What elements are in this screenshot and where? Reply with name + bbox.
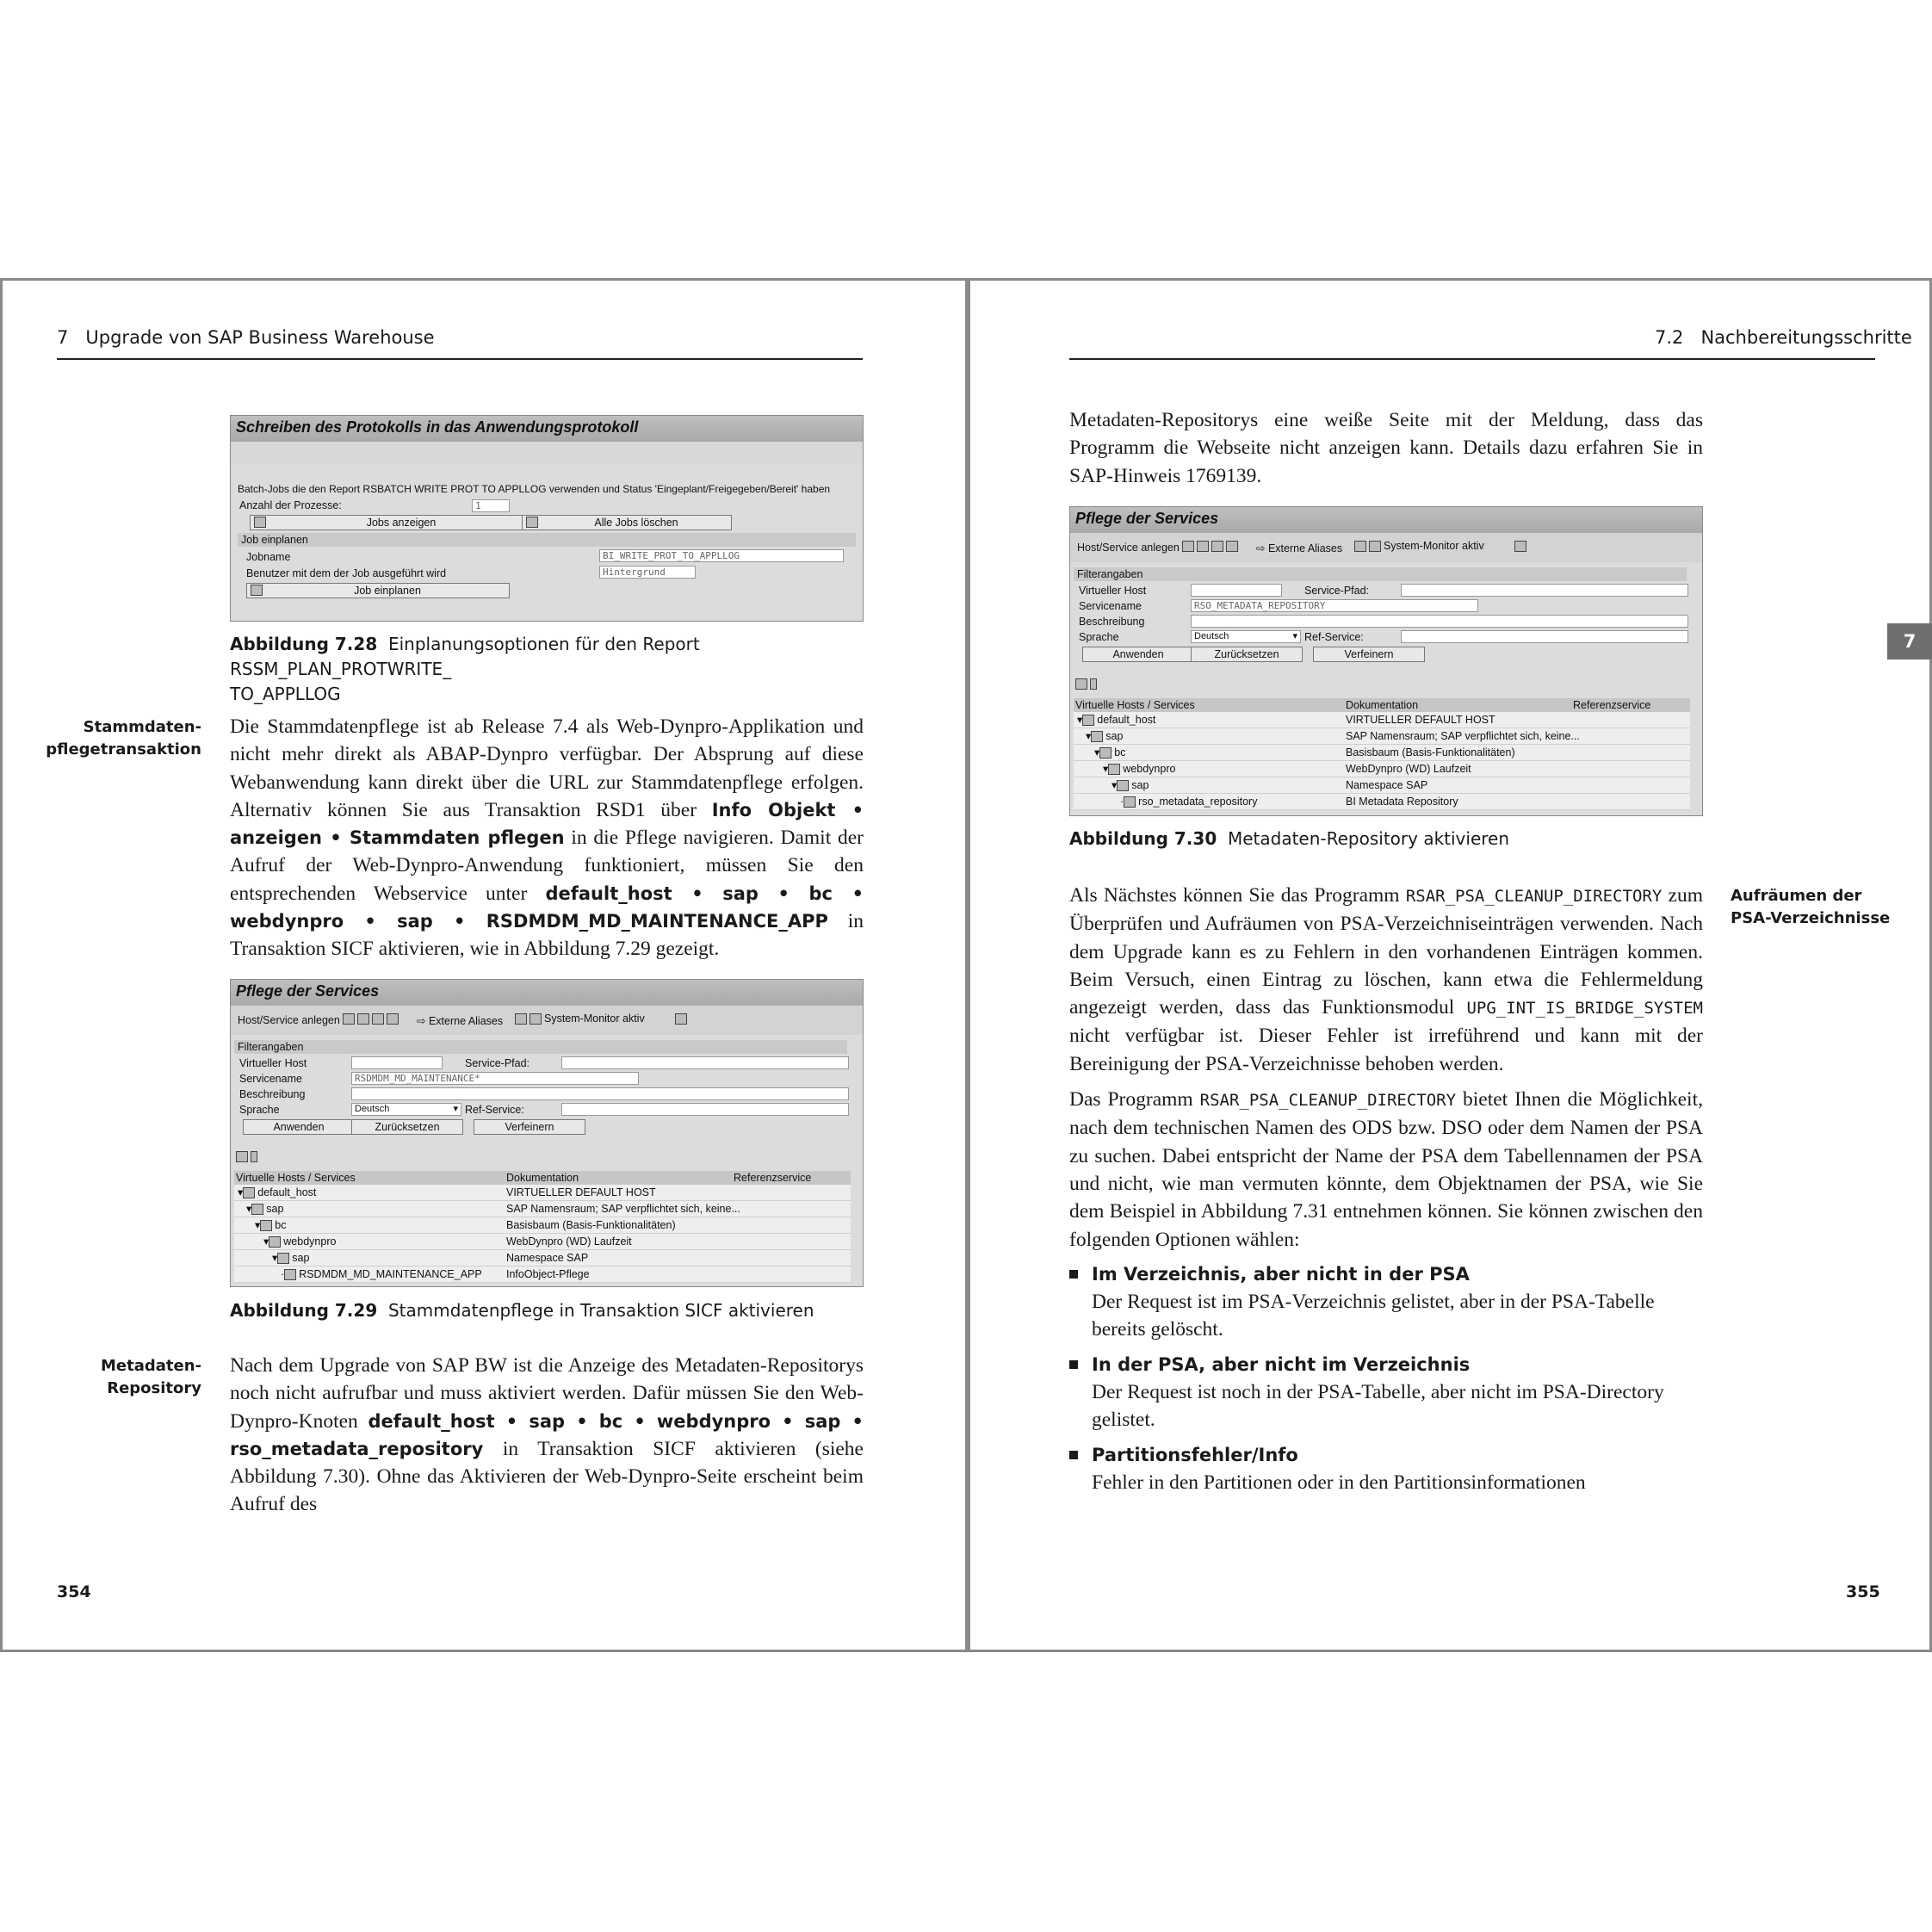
schedule-job-button[interactable]: Job einplanen: [246, 583, 510, 598]
apply-button[interactable]: Anwenden: [1082, 647, 1194, 662]
description-field[interactable]: [351, 1087, 849, 1100]
figure-7-30-screenshot: [1069, 506, 1703, 816]
service-path-label: Service-Pfad:: [1304, 585, 1370, 597]
list-item: Im Verzeichnis, aber nicht in der PSA Der Request ist im PSA-Verzeichnis gelistet, aber in der PSA-Tabelle bereits gelöscht.: [1069, 1260, 1703, 1344]
tree-row[interactable]: · rso_metadata_repository BI Metadata Repository: [1074, 794, 1690, 810]
service-path-label: Service-Pfad:: [465, 1057, 530, 1069]
paragraph-continued: Metadaten-Repositorys eine weiße Seite mit der Meldung, dass das Programm die Webseite nicht anzeigen kann. Details dazu erfahren Sie in SAP-Hinweis 1769139.: [1069, 409, 1703, 487]
figure-7-29-caption: Abbildung 7.29 Stammdatenpflege in Transaktion SICF aktivieren: [230, 1300, 814, 1321]
print-icon[interactable]: [1075, 678, 1099, 690]
edit-icon[interactable]: [1182, 541, 1194, 552]
system-monitor-button[interactable]: System-Monitor aktiv: [1354, 540, 1484, 552]
col-ref: Referenzservice: [734, 1172, 812, 1184]
process-count-field[interactable]: 1: [472, 499, 510, 512]
process-count-label: Anzahl der Prozesse:: [239, 499, 342, 511]
create-host-service-button[interactable]: Host/Service anlegen: [238, 1014, 340, 1026]
jobname-label: Jobname: [246, 551, 291, 563]
chapter-thumb-tab: 7: [1887, 623, 1932, 659]
language-label: Sprache: [239, 1104, 280, 1116]
host-icon: [243, 1187, 255, 1198]
toolbar-icons[interactable]: [1182, 540, 1241, 552]
monitor-icon: [1354, 541, 1366, 552]
figure-7-28-caption: Abbildung 7.28 Einplanungsoptionen für den Report RSSM_PLAN_PROTWRITE_ TO_APPLLOG: [230, 634, 700, 704]
filter-section-header: Filterangaben: [1074, 567, 1687, 581]
chevron-down-icon: ▾: [1292, 631, 1297, 641]
screen-title: Pflege der Services: [231, 980, 863, 1006]
create-host-service-button[interactable]: Host/Service anlegen: [1077, 542, 1180, 554]
list-item: In der PSA, aber nicht im Verzeichnis Der Request ist noch in der PSA-Tabelle, aber nicht im PSA-Directory gelistet.: [1069, 1351, 1703, 1434]
tree-row[interactable]: ▾ sap SAP Namensraum; SAP verpflichtet sich, keine...: [1074, 728, 1690, 745]
tree-row[interactable]: ▾ sap Namespace SAP: [234, 1250, 851, 1266]
tree-row[interactable]: ▾ sap Namespace SAP: [1074, 777, 1690, 794]
user-field[interactable]: Hintergrund: [599, 566, 696, 579]
schedule-section-header: Job einplanen: [238, 533, 856, 547]
left-running-header: [57, 327, 435, 348]
external-aliases-button[interactable]: ⇨ Externe Aliases: [1256, 542, 1343, 554]
flag-icon: [1369, 541, 1381, 552]
col-hosts: Virtuelle Hosts / Services: [236, 1172, 356, 1184]
chapter-number: 7: [57, 327, 69, 348]
service-icon: [251, 1204, 263, 1215]
service-name-field[interactable]: RSO_METADATA_REPOSITORY: [1191, 599, 1478, 612]
figure-7-28-screenshot: [230, 415, 864, 622]
col-doc: Dokumentation: [1346, 699, 1419, 711]
user-label: Benutzer mit dem der Job ausgeführt wird: [246, 567, 447, 579]
tree-row[interactable]: ▾ sap SAP Namensraum; SAP verpflichtet sich, keine...: [234, 1201, 851, 1217]
service-name-label: Servicename: [1079, 600, 1142, 612]
description-field[interactable]: [1191, 615, 1688, 628]
service-icon: [1108, 764, 1120, 775]
right-running-header: [1655, 327, 1912, 348]
screen-title: Pflege der Services: [1070, 507, 1702, 533]
service-icon: [1091, 731, 1103, 742]
tree-row[interactable]: ▾ webdynpro WebDynpro (WD) Laufzeit: [234, 1234, 851, 1250]
schedule-icon: [251, 585, 263, 596]
tree-row[interactable]: ▾ default_host VIRTUELLER DEFAULT HOST: [234, 1185, 851, 1201]
description-label: Beschreibung: [1079, 616, 1145, 628]
show-jobs-button[interactable]: Jobs anzeigen: [250, 515, 534, 530]
tree-icon[interactable]: [1514, 540, 1529, 552]
chevron-down-icon: ▾: [453, 1104, 458, 1114]
list-item: Partitionsfehler/Info Fehler in den Partitionen oder in den Partitionsinformationen: [1069, 1441, 1703, 1497]
margin-note-metadata: Metadaten- Repository: [101, 1357, 201, 1397]
service-icon: [1124, 796, 1136, 808]
services-tree: [234, 1171, 851, 1283]
header-rule: [57, 358, 863, 360]
section-title: Nachbereitungsschritte: [1700, 327, 1912, 348]
paragraph-metadata: Nach dem Upgrade von SAP BW ist die Anzeige des Metadaten-Repositorys noch nicht aufrufbar und muss aktiviert werden. Dafür müssen Sie den Web-Dynpro-Knoten default_host • sap • bc • webdynpro • sap • rso_metadata_repository in Transaktion SICF aktivieren (siehe Abbildung 7.30). Ohne das Aktivieren der Web-Dynpro-Seite erscheint beim Aufruf des: [230, 1354, 864, 1516]
flag-icon: [529, 1013, 542, 1025]
delete-icon[interactable]: [1197, 541, 1209, 552]
host-icon: [1082, 715, 1094, 726]
info-icon[interactable]: [387, 1013, 399, 1025]
paragraph-master-data: Die Stammdatenpflege ist ab Release 7.4 als Web-Dynpro-Applikation und nicht mehr direkt als ABAP-Dynpro verfügbar. Der Absprung auf diese Webanwendung kann direkt über die URL zur Stammdatenpflege erfolgen. Alternativ können Sie aus Transaktion RSD1 über Info Objekt • anzeigen • Stammdaten pflegen in die Pflege navigieren. Damit der Aufruf der Web-Dynpro-Anwendung funktioniert, müssen Sie den entsprechenden Webservice unter default_host • sap • bc • webdynpro • sap • RSDMDM_MD_MAINTENANCE_APP in Transaktion SICF aktivieren, wie in Abbildung 7.29 gezeigt.: [230, 715, 864, 961]
jobname-field[interactable]: BI_WRITE_PROT_TO_APPLLOG: [599, 549, 844, 562]
service-icon: [260, 1220, 272, 1231]
language-select[interactable]: Deutsch ▾: [351, 1103, 461, 1116]
col-hosts: Virtuelle Hosts / Services: [1075, 699, 1195, 711]
edit-icon[interactable]: [343, 1013, 355, 1025]
tree-icon[interactable]: [675, 1012, 690, 1025]
options-list: [1069, 1260, 1703, 1496]
refresh-icon: [254, 517, 266, 528]
service-path-field[interactable]: [1401, 584, 1688, 597]
tree-row[interactable]: ▾ bc Basisbaum (Basis-Funktionalitäten): [234, 1217, 851, 1234]
ref-service-field[interactable]: [561, 1103, 849, 1116]
tree-row[interactable]: ▾ bc Basisbaum (Basis-Funktionalitäten): [1074, 745, 1690, 761]
trash-icon: [526, 517, 538, 528]
apply-button[interactable]: Anwenden: [243, 1119, 355, 1135]
figure-7-30-caption: Abbildung 7.30 Metadaten-Repository aktivieren: [1069, 828, 1510, 849]
service-icon: [284, 1269, 296, 1280]
ref-service-label: Ref-Service:: [465, 1104, 524, 1116]
ref-service-label: Ref-Service:: [1304, 631, 1364, 643]
virtual-host-field[interactable]: [1191, 584, 1282, 597]
reset-button[interactable]: Zurücksetzen: [1191, 647, 1303, 662]
chapter-title: Upgrade von SAP Business Warehouse: [85, 327, 435, 348]
service-icon: [277, 1253, 289, 1264]
margin-note-master-data: Stammdaten- pflegetransaktion: [46, 718, 201, 759]
report-description: Batch-Jobs die den Report RSBATCH WRITE PROT TO APPLLOG verwenden und Status 'Eingeplant/Freigegeben/Bereit' haben: [238, 483, 831, 495]
reset-button[interactable]: Zurücksetzen: [351, 1119, 463, 1135]
monitor-icon: [515, 1013, 527, 1025]
language-label: Sprache: [1079, 631, 1119, 643]
refresh-icon[interactable]: [372, 1013, 384, 1025]
ref-service-field[interactable]: [1401, 630, 1688, 643]
service-path-field[interactable]: [561, 1056, 849, 1069]
language-select[interactable]: Deutsch ▾: [1191, 630, 1301, 643]
refine-button[interactable]: Verfeinern: [1313, 647, 1425, 662]
refine-button[interactable]: Verfeinern: [474, 1119, 585, 1135]
services-tree: [1074, 698, 1690, 810]
tree-row[interactable]: ▾ default_host VIRTUELLER DEFAULT HOST: [1074, 712, 1690, 728]
description-label: Beschreibung: [239, 1088, 306, 1100]
page-number-left: 354: [57, 1582, 91, 1601]
header-rule: [1069, 358, 1875, 360]
section-number: 7.2: [1655, 327, 1684, 348]
delete-icon[interactable]: [357, 1013, 369, 1025]
virtual-host-label: Virtueller Host: [239, 1057, 307, 1069]
col-doc: Dokumentation: [506, 1172, 579, 1184]
col-ref: Referenzservice: [1573, 699, 1651, 711]
external-aliases-button[interactable]: ⇨ Externe Aliases: [417, 1015, 504, 1027]
service-name-field[interactable]: RSDMDM_MD_MAINTENANCE*: [351, 1072, 639, 1085]
paragraph-psa-cleanup: Als Nächstes können Sie das Programm RSAR_PSA_CLEANUP_DIRECTORY zum Überprüfen und Aufräumen von PSA-Verzeichniseinträgen verwenden. Nach dem Upgrade kann es zu Fehlern in den vorhandenen Einträgen kommen. Beim Versuch, einen Eintrag zu löschen, kann etwa die Fehlermeldung angezeigt werden, dass das Funktionsmodul UPG_INT_IS_BRIDGE_SYSTEM nicht verfügbar ist. Dieser Fehler ist irreführend und kann mit der Bereinigung der PSA-Verzeichnisse behoben werden. Das Programm RSAR_PSA_CLEANUP_DIRECTORY bietet Ihnen die Möglichkeit, nach dem technischen Namen des ODS bzw. DSO oder dem Namen der PSA zu suchen. Dabei entspricht der Name der PSA dem Tabellennamen der PSA und nicht, wie man vermuten könnte, dem Objektnamen der PSA, wie Sie dem Beispiel in Abbildung 7.31 entnehmen können. Sie können zwischen den folgenden Optionen wählen: Im Verzeichnis, aber nicht in der PSA Der Request ist im PSA-Verzeichnis gelistet, aber in der PSA-Tabelle bereits gelöscht. In der PSA, aber nicht im Verzeichnis Der Request ist noch in der PSA-Tabelle, aber nicht im PSA-Directory gelistet. Partitionsfehler/Info Fehler in den Partitionen oder in den Partitionsinformationen: [1069, 882, 1703, 1496]
page-number-right: 355: [1846, 1582, 1880, 1601]
service-icon: [269, 1236, 281, 1248]
print-icon[interactable]: [236, 1150, 260, 1162]
virtual-host-field[interactable]: [351, 1056, 443, 1069]
system-monitor-button[interactable]: System-Monitor aktiv: [515, 1012, 645, 1025]
figure-7-29-screenshot: [230, 979, 864, 1287]
refresh-icon[interactable]: [1211, 541, 1223, 552]
toolbar-icons[interactable]: [343, 1012, 401, 1025]
filter-section-header: Filterangaben: [234, 1040, 847, 1054]
delete-all-jobs-button[interactable]: Alle Jobs löschen: [522, 515, 732, 530]
service-icon: [1099, 747, 1112, 759]
info-icon[interactable]: [1226, 541, 1238, 552]
service-icon: [1117, 780, 1129, 791]
margin-note-psa-cleanup: Aufräumen der PSA-Verzeichnisse: [1731, 887, 1891, 927]
tree-row[interactable]: · RSDMDM_MD_MAINTENANCE_APP InfoObject-Pflege: [234, 1266, 851, 1283]
screen-title: Schreiben des Protokolls in das Anwendungsprotokoll: [231, 416, 863, 442]
tree-row[interactable]: ▾ webdynpro WebDynpro (WD) Laufzeit: [1074, 761, 1690, 777]
virtual-host-label: Virtueller Host: [1079, 585, 1147, 597]
service-name-label: Servicename: [239, 1073, 302, 1085]
